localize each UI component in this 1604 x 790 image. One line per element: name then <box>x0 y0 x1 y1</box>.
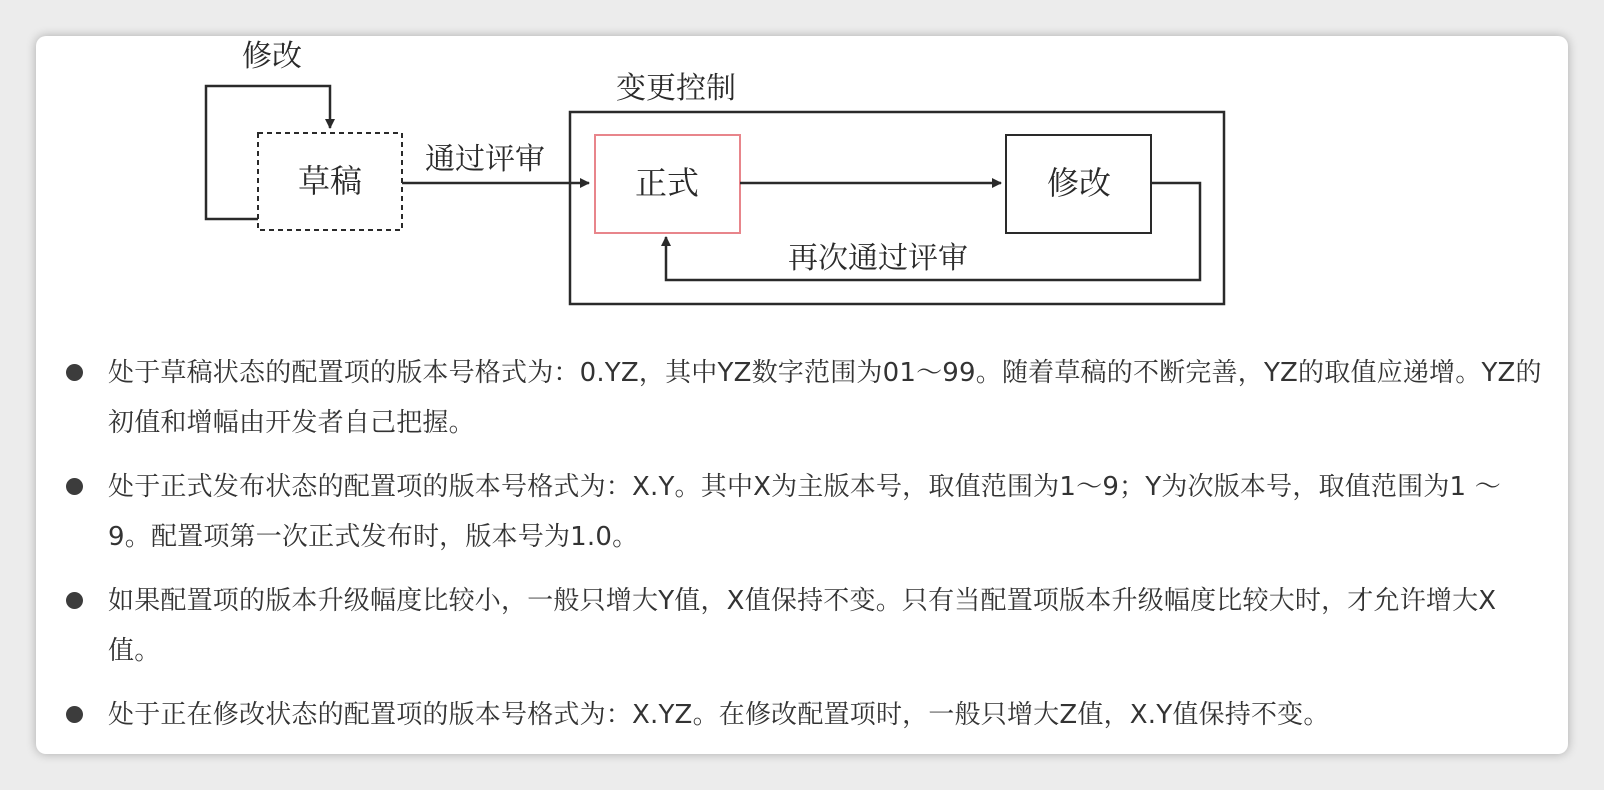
version-state-diagram <box>36 36 1568 366</box>
bullet-dot-icon <box>66 592 83 609</box>
list-item-text: 处于正在修改状态的配置项的版本号格式为：X.YZ。在修改配置项时，一般只增大Z值，X.Y值保持不变。 <box>108 700 1330 730</box>
change-control-label: 变更控制 <box>616 71 736 106</box>
repass-review-label: 再次通过评审 <box>788 241 968 276</box>
version-rules-list <box>36 348 1568 754</box>
list-item <box>36 690 1568 740</box>
list-item <box>36 348 1568 448</box>
bullet-dot-icon <box>66 364 83 381</box>
list-item-text: 处于草稿状态的配置项的版本号格式为：0.YZ，其中YZ数字范围为01～99。随着草稿的不断完善，YZ的取值应递增。YZ的初值和增幅由开发者自己把握。 <box>108 358 1542 438</box>
modify-box-label: 修改 <box>1046 164 1112 202</box>
formal-box-label: 正式 <box>634 164 700 202</box>
draft-loop-label: 修改 <box>242 39 302 74</box>
pass-review-label: 通过评审 <box>425 142 545 177</box>
diagram-svg <box>36 36 1568 366</box>
list-item <box>36 462 1568 562</box>
list-item-text: 如果配置项的版本升级幅度比较小，一般只增大Y值，X值保持不变。只有当配置项版本升级幅度比较大时，才允许增大X值。 <box>108 586 1497 666</box>
list-item-text: 处于正式发布状态的配置项的版本号格式为：X.Y。其中X为主版本号，取值范围为1～9；Y为次版本号，取值范围为1 ～ 9。配置项第一次正式发布时，版本号为1.0。 <box>108 472 1501 552</box>
bullet-dot-icon <box>66 706 83 723</box>
bullet-dot-icon <box>66 478 83 495</box>
list-item <box>36 576 1568 676</box>
content-card <box>36 36 1568 754</box>
draft-box-label: 草稿 <box>297 162 363 200</box>
